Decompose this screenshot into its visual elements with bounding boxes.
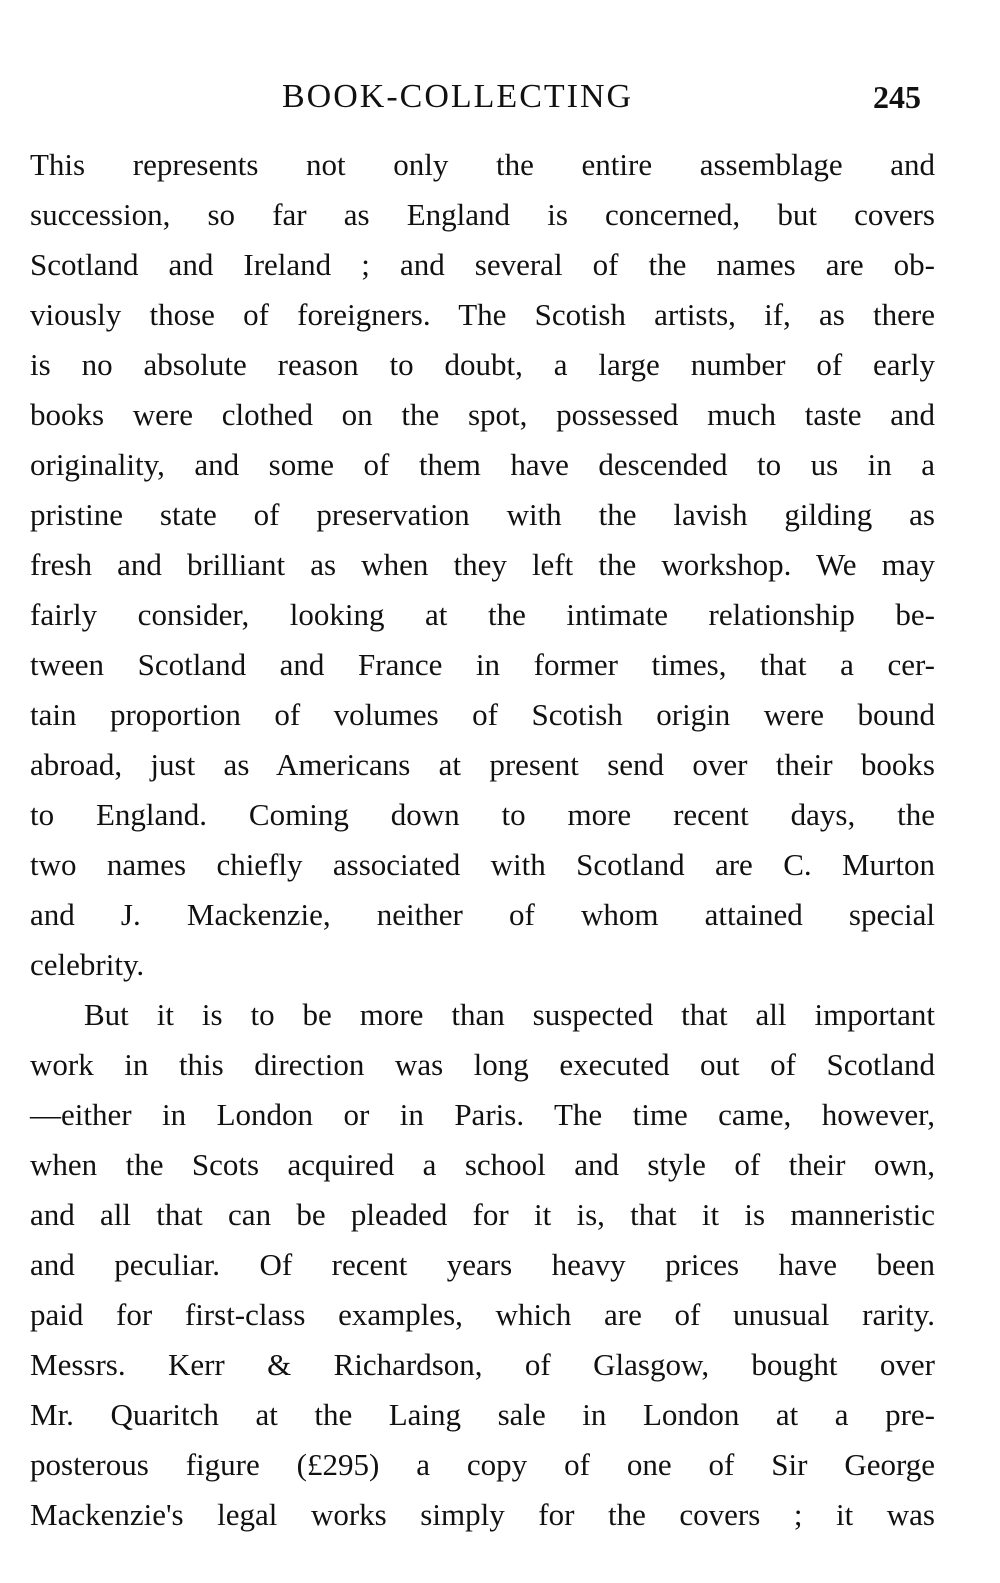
- text-line: fairly consider, looking at the intimate relationship be-: [30, 597, 935, 632]
- text-line: when the Scots acquired a school and style of their own,: [30, 1147, 935, 1182]
- text-line: work in this direction was long executed out of Scotland: [30, 1047, 935, 1082]
- page-number: 245: [873, 79, 921, 115]
- text-line: Messrs. Kerr & Richardson, of Glasgow, bought over: [30, 1347, 935, 1382]
- text-line: and J. Mackenzie, neither of whom attained special: [30, 897, 935, 932]
- text-line: tain proportion of volumes of Scotish origin were bound: [30, 697, 935, 732]
- text-line: two names chiefly associated with Scotland are C. Murton: [30, 847, 935, 882]
- text-line: succession, so far as England is concerned, but covers: [30, 197, 935, 232]
- paragraph-1: [30, 140, 935, 990]
- text-line: books were clothed on the spot, possessed much taste and: [30, 397, 935, 432]
- text-line: posterous figure (£295) a copy of one of Sir George: [30, 1447, 935, 1482]
- running-head: [0, 72, 1000, 122]
- text-line: pristine state of preservation with the lavish gilding as: [30, 497, 935, 532]
- text-line: —either in London or in Paris. The time came, however,: [30, 1097, 935, 1132]
- running-head-title: BOOK-COLLECTING: [282, 78, 634, 115]
- body-text: [30, 140, 935, 1540]
- text-line: paid for first-class examples, which are of unusual rarity.: [30, 1297, 935, 1332]
- text-line: Scotland and Ireland ; and several of the names are ob-: [30, 247, 935, 282]
- text-line: But it is to be more than suspected that all important: [84, 997, 935, 1032]
- text-line: abroad, just as Americans at present send over their books: [30, 747, 935, 782]
- text-line: celebrity.: [30, 947, 145, 982]
- text-line: and peculiar. Of recent years heavy prices have been: [30, 1247, 935, 1282]
- text-line: fresh and brilliant as when they left the workshop. We may: [30, 547, 935, 582]
- text-line: tween Scotland and France in former times, that a cer-: [30, 647, 935, 682]
- text-line: to England. Coming down to more recent days, the: [30, 797, 935, 832]
- text-line: originality, and some of them have descended to us in a: [30, 447, 935, 482]
- text-line: Mackenzie's legal works simply for the covers ; it was: [30, 1497, 935, 1532]
- text-line: is no absolute reason to doubt, a large number of early: [30, 347, 935, 382]
- text-line: and all that can be pleaded for it is, that it is manneristic: [30, 1197, 935, 1232]
- text-line: Mr. Quaritch at the Laing sale in London at a pre-: [30, 1397, 935, 1432]
- text-line: This represents not only the entire assemblage and: [30, 147, 935, 182]
- paragraph-2: [30, 990, 935, 1540]
- text-line: viously those of foreigners. The Scotish artists, if, as there: [30, 297, 935, 332]
